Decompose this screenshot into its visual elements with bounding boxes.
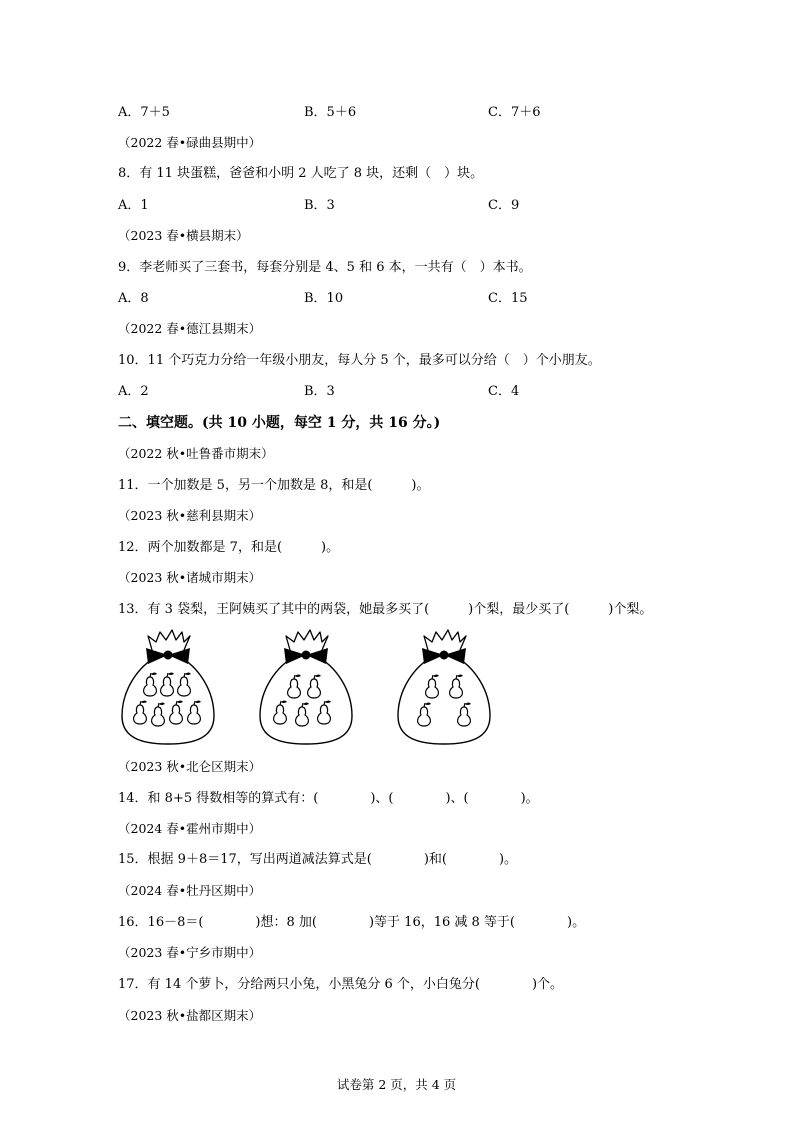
q15-source: （2024 春•霍州市期中） — [118, 821, 262, 836]
q18-source: （2023 秋•盐都区期末） — [118, 1008, 262, 1023]
pear-bag-3 — [394, 628, 494, 750]
bag-body — [122, 656, 214, 744]
bag-body — [398, 656, 490, 744]
q9-stem: 9．李老师买了三套书，每套分别是 4、5 和 6 本，一共有（ ）本书。 — [118, 260, 532, 275]
q14-source: （2023 秋•北仑区期末） — [118, 759, 262, 774]
q10-stem: 10．11 个巧克力分给一年级小朋友，每人分 5 个，最多可以分给（ ）个小朋友。 — [118, 353, 601, 368]
pear-bag-2 — [256, 628, 356, 750]
q15-stem: 15．根据 9＋8＝17，写出两道减法算式是( )和( )。 — [118, 852, 518, 867]
q11-source: （2022 秋•吐鲁番市期末） — [118, 446, 274, 461]
bow-knot — [302, 651, 311, 660]
bow-knot — [440, 651, 449, 660]
bag-top — [286, 630, 328, 650]
q10-option-a: A．2 — [118, 384, 149, 399]
q8-option-c: C．9 — [488, 198, 520, 213]
q8-source: （2022 春•碌曲县期中） — [118, 135, 262, 150]
q10-option-c: C．4 — [488, 384, 520, 399]
section-heading: 二、填空题。(共 10 小题，每空 1 分，共 16 分。) — [118, 415, 441, 431]
q13-stem: 13．有 3 袋梨，王阿姨买了其中的两袋，她最多买了( )个梨，最少买了( )个梨。 — [118, 602, 653, 617]
q8-option-b: B．3 — [304, 198, 335, 213]
q12-stem: 12．两个加数都是 7，和是( )。 — [118, 540, 340, 555]
q11-stem: 11．一个加数是 5，另一个加数是 8，和是( )。 — [118, 478, 430, 493]
bag-body — [260, 656, 352, 744]
q7-option-c: C．7＋6 — [488, 105, 541, 120]
q8-option-a: A．1 — [118, 198, 149, 213]
q7-option-a: A．7＋5 — [118, 105, 170, 120]
q17-source: （2023 春•宁乡市期中） — [118, 945, 262, 960]
q9-source: （2023 春•横县期末） — [118, 228, 249, 243]
q16-source: （2024 春•牡丹区期中） — [118, 883, 262, 898]
q14-stem: 14．和 8+5 得数相等的算式有：( )、( )、( )。 — [118, 791, 539, 806]
q17-stem: 17．有 14 个萝卜，分给两只小兔，小黑兔分 6 个，小白兔分( )个。 — [118, 977, 564, 992]
bag-top — [424, 630, 466, 650]
q16-stem: 16．16－8＝( )想：8 加( )等于 16，16 减 8 等于( )。 — [118, 915, 586, 930]
q10-source: （2022 春•德江县期末） — [118, 321, 262, 336]
q10-option-b: B．3 — [304, 384, 335, 399]
bag-top — [148, 630, 190, 650]
q13-source: （2023 秋•诸城市期末） — [118, 570, 262, 585]
page-footer: 试卷第 2 页，共 4 页 — [336, 1077, 457, 1092]
bow-knot — [164, 651, 173, 660]
q12-source: （2023 秋•慈利县期末） — [118, 508, 262, 523]
q7-option-b: B．5＋6 — [304, 105, 357, 120]
q9-option-b: B．10 — [304, 291, 344, 306]
pear-bags-figure — [118, 628, 498, 750]
q9-option-a: A．8 — [118, 291, 149, 306]
q8-stem: 8．有 11 块蛋糕，爸爸和小明 2 人吃了 8 块，还剩（ ）块。 — [118, 166, 484, 181]
pear-bag-1 — [118, 628, 218, 750]
q9-option-c: C．15 — [488, 291, 528, 306]
